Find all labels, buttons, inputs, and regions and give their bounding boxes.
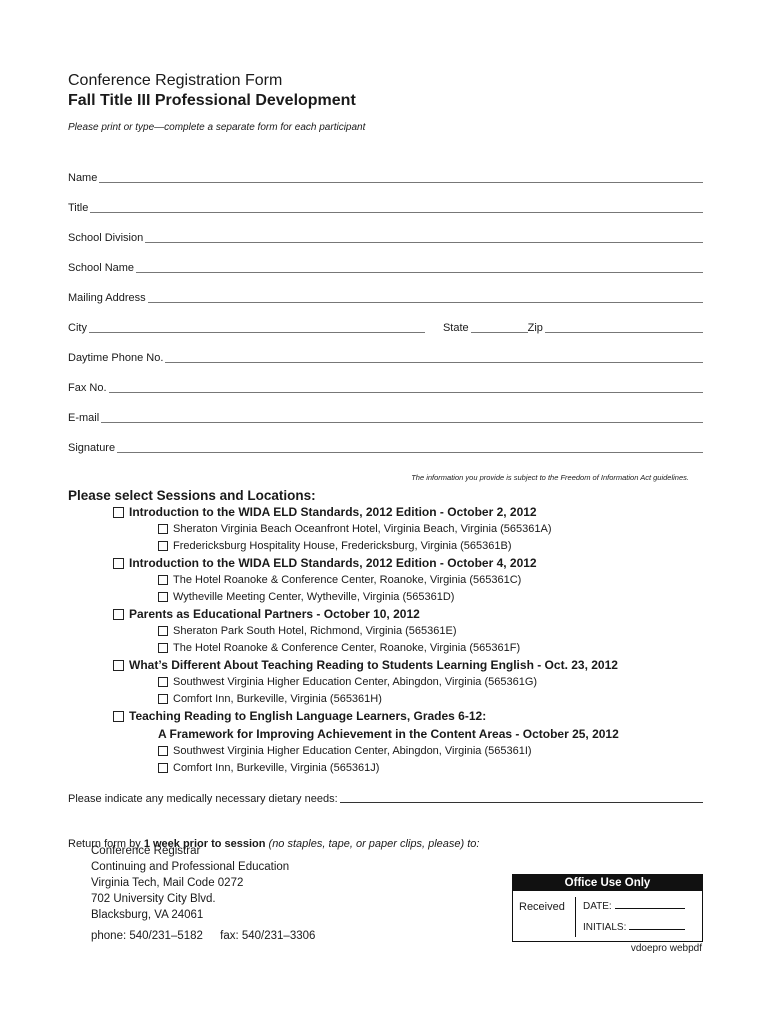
office-date-line: [615, 908, 685, 909]
address-line: Blacksburg, VA 24061: [91, 909, 204, 921]
form-code: vdoepro webpdf: [630, 943, 702, 954]
checkbox-icon[interactable]: [158, 541, 168, 551]
address-line: Conference Registrar: [91, 845, 201, 857]
city-state-zip-field[interactable]: [68, 305, 703, 335]
fax-number: fax: 540/231–3306: [220, 930, 316, 942]
signature-field[interactable]: [68, 425, 703, 455]
checkbox-icon[interactable]: [158, 626, 168, 636]
registration-form: [68, 71, 703, 851]
checkbox-icon[interactable]: [158, 677, 168, 687]
phone-field[interactable]: [68, 335, 703, 365]
city-line[interactable]: [89, 324, 425, 333]
email-label: E-mail: [68, 412, 100, 424]
location-option[interactable]: [158, 623, 703, 640]
dietary-label: Please indicate any medically necessary dietary needs:: [68, 793, 338, 805]
return-deadline: 1 week prior to session: [143, 838, 266, 850]
phone-label: Daytime Phone No.: [68, 352, 164, 364]
checkbox-icon[interactable]: [158, 592, 168, 602]
session-title-continued: A Framework for Improving Achievement in the Content Areas - October 25, 2012: [158, 727, 619, 741]
office-use-header: Office Use Only: [513, 875, 702, 891]
zip-label: Zip: [527, 322, 543, 334]
location-label: Wytheville Meeting Center, Wytheville, Virginia (565361D): [173, 591, 455, 603]
location-label: Comfort Inn, Burkeville, Virginia (565361J): [173, 762, 380, 774]
checkbox-icon[interactable]: [158, 524, 168, 534]
session-title: Teaching Reading to English Language Learners, Grades 6-12:: [129, 709, 487, 723]
signature-label: Signature: [68, 442, 116, 454]
title-field[interactable]: [68, 185, 703, 215]
fax-line[interactable]: [109, 384, 703, 393]
mailing-address-field[interactable]: [68, 275, 703, 305]
title-line[interactable]: [90, 204, 703, 213]
session-option[interactable]: [113, 504, 703, 521]
sessions-list: [68, 504, 703, 777]
session-title: Parents as Educational Partners - October 10, 2012: [129, 607, 420, 621]
checkbox-icon[interactable]: [158, 694, 168, 704]
mailing-address-label: Mailing Address: [68, 292, 146, 304]
office-date-label: DATE:: [583, 901, 612, 912]
location-option[interactable]: [158, 589, 703, 606]
session-title: Introduction to the WIDA ELD Standards, 2012 Edition - October 2, 2012: [129, 505, 537, 519]
foia-note: The information you provide is subject to the Freedom of Information Act guidelines.: [411, 473, 689, 482]
office-initials-label: INITIALS:: [583, 922, 627, 933]
office-date: [583, 901, 685, 912]
state-label: State: [442, 322, 469, 334]
name-label: Name: [68, 172, 98, 184]
school-division-line[interactable]: [145, 234, 703, 243]
received-label: Received: [519, 901, 565, 913]
location-label: Southwest Virginia Higher Education Center, Abingdon, Virginia (565361I): [173, 745, 532, 757]
location-label: Comfort Inn, Burkeville, Virginia (565361H): [173, 693, 382, 705]
email-field[interactable]: [68, 395, 703, 425]
phone-line[interactable]: [165, 354, 703, 363]
location-label: Sheraton Virginia Beach Oceanfront Hotel, Virginia Beach, Virginia (565361A): [173, 523, 552, 535]
address-line: Virginia Tech, Mail Code 0272: [91, 877, 244, 889]
office-divider: [575, 897, 576, 937]
office-initials: [583, 922, 685, 933]
contact-numbers: [91, 930, 329, 942]
mailing-address-block: [91, 843, 289, 923]
location-label: The Hotel Roanoke & Conference Center, Roanoke, Virginia (565361F): [173, 642, 521, 654]
session-option[interactable]: [113, 657, 703, 674]
fax-label: Fax No.: [68, 382, 107, 394]
address-line: 702 University City Blvd.: [91, 893, 216, 905]
school-division-field[interactable]: [68, 215, 703, 245]
session-option[interactable]: [113, 708, 703, 725]
checkbox-icon[interactable]: [158, 763, 168, 773]
school-name-field[interactable]: [68, 245, 703, 275]
office-initials-line: [629, 929, 685, 930]
location-option[interactable]: [158, 538, 703, 555]
checkbox-icon[interactable]: [158, 643, 168, 653]
signature-line[interactable]: [117, 444, 703, 453]
checkbox-icon[interactable]: [113, 558, 124, 569]
return-suffix: (no staples, tape, or paper clips, please) to:: [265, 838, 480, 850]
sessions-heading: Please select Sessions and Locations:: [68, 488, 316, 503]
phone-number: phone: 540/231–5182: [91, 930, 203, 942]
title-label: Title: [68, 202, 89, 214]
session-title: Introduction to the WIDA ELD Standards, 2012 Edition - October 4, 2012: [129, 556, 537, 570]
checkbox-icon[interactable]: [113, 609, 124, 620]
session-title: What’s Different About Teaching Reading to Students Learning English - Oct. 23, 2012: [129, 658, 618, 672]
session-option[interactable]: [113, 555, 703, 572]
location-option[interactable]: [158, 743, 703, 760]
form-title: Conference Registration Form: [68, 72, 283, 89]
checkbox-icon[interactable]: [113, 660, 124, 671]
location-label: Fredericksburg Hospitality House, Fredericksburg, Virginia (565361B): [173, 540, 512, 552]
checkbox-icon[interactable]: [158, 575, 168, 585]
location-option[interactable]: [158, 760, 703, 777]
city-label: City: [68, 322, 87, 334]
checkbox-icon[interactable]: [113, 507, 124, 518]
name-field[interactable]: [68, 155, 703, 185]
location-label: Sheraton Park South Hotel, Richmond, Virginia (565361E): [173, 625, 457, 637]
state-line[interactable]: [471, 324, 528, 333]
location-option[interactable]: [158, 521, 703, 538]
school-name-line[interactable]: [136, 264, 703, 273]
zip-line[interactable]: [545, 324, 703, 333]
form-subtitle: Fall Title III Professional Development: [68, 92, 356, 109]
checkbox-icon[interactable]: [113, 711, 124, 722]
form-instructions: Please print or type—complete a separate form for each participant: [68, 122, 366, 133]
location-option[interactable]: [158, 674, 703, 691]
location-option[interactable]: [158, 640, 703, 657]
fax-field[interactable]: [68, 365, 703, 395]
participant-fields: [68, 155, 703, 455]
mailing-address-line[interactable]: [148, 294, 703, 303]
school-name-label: School Name: [68, 262, 135, 274]
email-line[interactable]: [101, 414, 703, 423]
dietary-field[interactable]: [68, 793, 703, 805]
dietary-line[interactable]: [340, 794, 703, 803]
office-use-box: [512, 874, 703, 942]
session-option[interactable]: [113, 606, 703, 623]
location-label: Southwest Virginia Higher Education Center, Abingdon, Virginia (565361G): [173, 676, 538, 688]
return-prefix: Return form by: [68, 838, 144, 850]
location-option[interactable]: [158, 691, 703, 708]
school-division-label: School Division: [68, 232, 144, 244]
location-label: The Hotel Roanoke & Conference Center, Roanoke, Virginia (565361C): [173, 574, 522, 586]
checkbox-icon[interactable]: [158, 746, 168, 756]
name-line[interactable]: [99, 174, 703, 183]
address-line: Continuing and Professional Education: [91, 861, 290, 873]
location-option[interactable]: [158, 572, 703, 589]
